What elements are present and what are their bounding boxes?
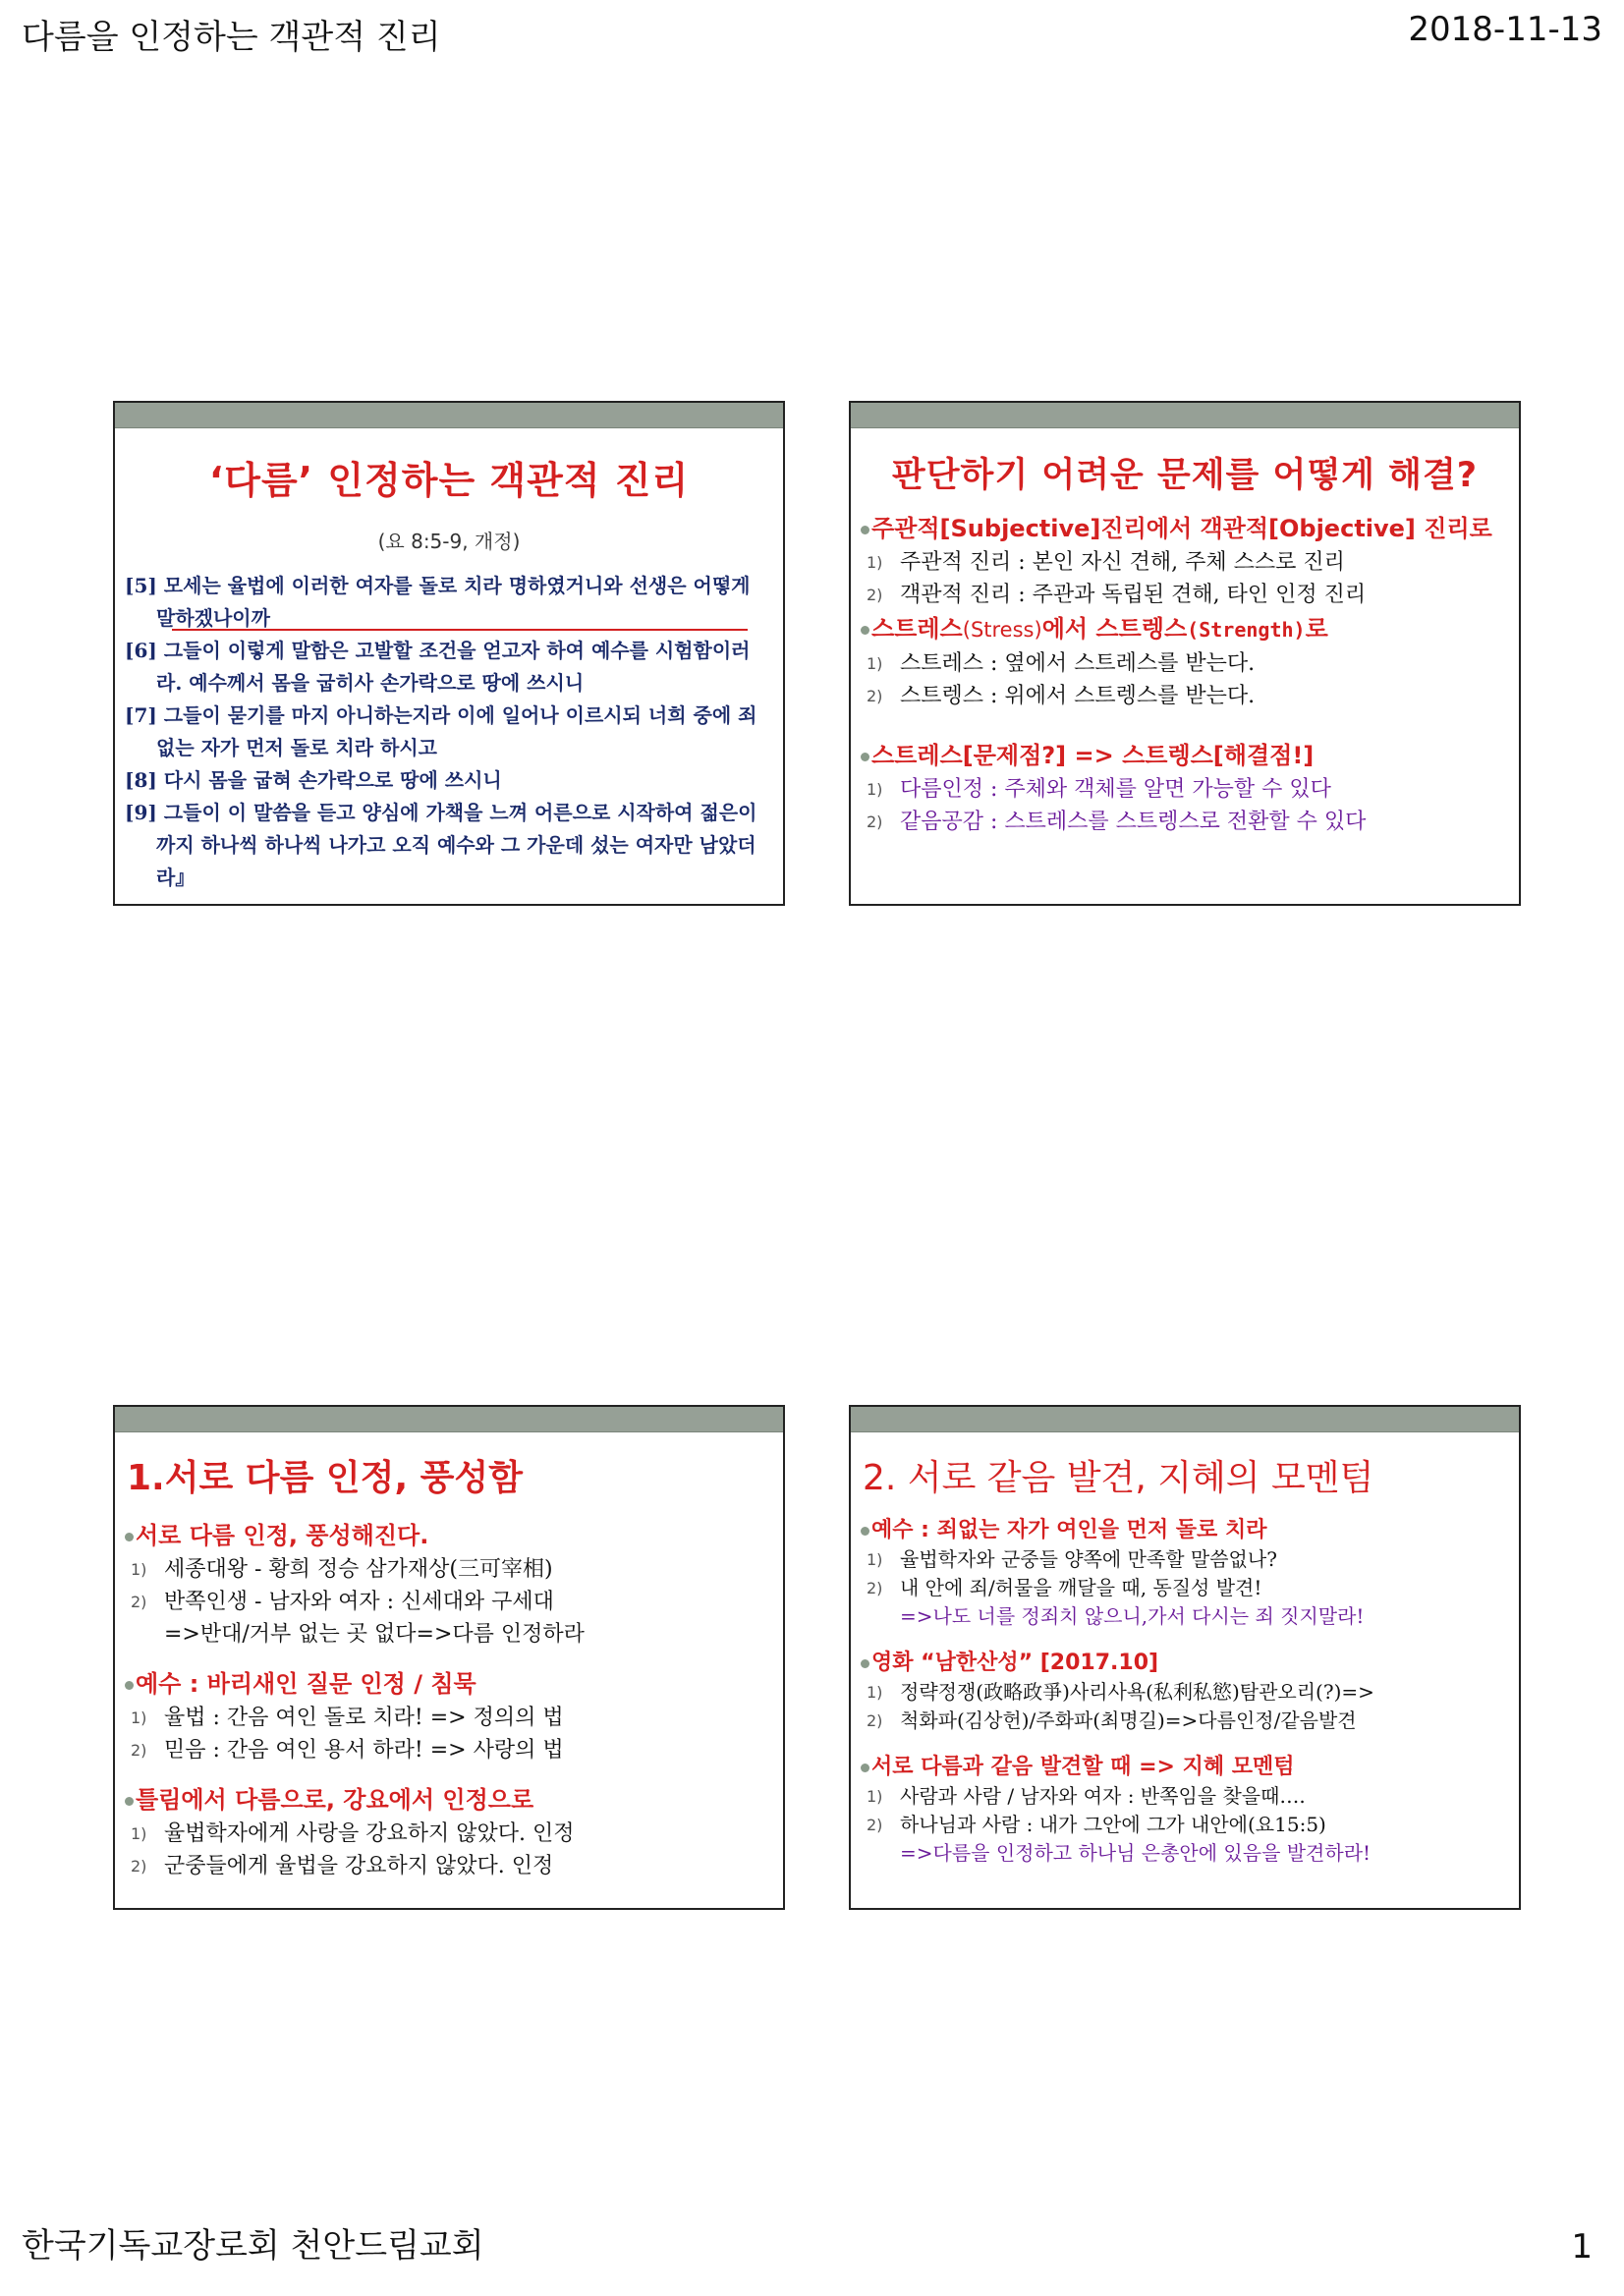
document-title: 다름을 인정하는 객관적 진리 <box>22 18 441 57</box>
list-item: 2) 객관적 진리 : 주관과 독립된 견해, 타인 인정 진리 <box>867 583 1367 607</box>
list-item: 2) 군중들에게 율법을 강요하지 않았다. 인정 <box>131 1854 554 1878</box>
slide-2 <box>849 401 1521 906</box>
verse-9: [9] 그들이 이 말씀을 듣고 양심에 가책을 느껴 어른으로 시작하여 젊은이까지 하나씩 하나씩 나가고 오직 예수와 그 가운데 섰는 여자만 남았더라』 <box>125 801 757 889</box>
list-item: 2) 척화파(김상헌)/주화파(최명길)=>다름인정/같음발견 <box>867 1708 1357 1732</box>
slide-4 <box>849 1405 1521 1910</box>
list-item: 1) 율법학자와 군중들 양쪽에 만족할 말씀없나? <box>867 1547 1277 1571</box>
bullet-dot-icon <box>861 626 869 635</box>
slide-title: 1.서로 다름 인정, 풍성함 <box>127 1458 523 1498</box>
bullet-1: 서로 다름 인정, 풍성해진다. <box>125 1518 773 1553</box>
bullet-2: 영화 “남한산성” [2017.10] <box>861 1649 1509 1678</box>
bullet-1: 예수 : 죄없는 자가 여인을 먼저 돌로 치라 <box>861 1516 1509 1545</box>
verse-6: [6] 그들이 이렇게 말함은 고발할 조건을 얻고자 하여 예수를 시험함이러라. 예수께서 몸을 굽히사 손가락으로 땅에 쓰시니 <box>125 639 751 695</box>
slide-top-bar <box>115 1407 783 1432</box>
slide-subtitle: (요 8:5-9, 개정) <box>377 530 521 553</box>
list-item: 1) 세종대왕 - 황희 정승 삼가재상(三可宰相) <box>131 1557 553 1582</box>
list-item: 1) 주관적 진리 : 본인 자신 견해, 주체 스스로 진리 <box>867 550 1345 575</box>
list-subitem: =>반대/거부 없는 곳 없다=>다름 인정하라 <box>164 1622 585 1647</box>
bullet-1: 주관적[Subjective]진리에서 객관적[Objective] 진리로 <box>861 511 1509 546</box>
list-item: 2) 하나님과 사람 : 내가 그안에 그가 내안에(요15:5) <box>867 1813 1326 1836</box>
slide-top-bar <box>851 1407 1519 1432</box>
page-footer <box>22 2217 1602 2267</box>
list-item: 2) 같음공감 : 스트레스를 스트렝스로 전환할 수 있다 <box>867 810 1367 834</box>
bullet-2: 예수 : 바리새인 질문 인정 / 침묵 <box>125 1666 773 1702</box>
bullet-2: 스트레스(Stress)에서 스트렝스(Strength)로 <box>861 611 1509 647</box>
bullet-dot-icon <box>861 1527 869 1536</box>
list-item: 2) 스트렝스 : 위에서 스트렝스를 받는다. <box>867 684 1256 708</box>
slide-title: 2. 서로 같음 발견, 지혜의 모멘텀 <box>863 1458 1374 1498</box>
list-item: 1) 사람과 사람 / 남자와 여자 : 반쪽임을 찾을때…. <box>867 1784 1306 1808</box>
bullet-dot-icon <box>861 1659 869 1668</box>
slide-title: ‘다름’ 인정하는 객관적 진리 <box>208 459 690 502</box>
list-item: 1) 다름인정 : 주체와 객체를 알면 가능할 수 있다 <box>867 777 1331 802</box>
list-item: 1) 스트레스 : 옆에서 스트레스를 받는다. <box>867 651 1256 676</box>
bullet-dot-icon <box>861 753 869 761</box>
verse-7: [7] 그들이 묻기를 마지 아니하는지라 이에 일어나 이르시되 너희 중에 죄 없는 자가 먼저 돌로 치라 하시고 <box>125 703 757 759</box>
list-item: 1) 율법학자에게 사랑을 강요하지 않았다. 인정 <box>131 1821 575 1846</box>
verse-5: [5] 모세는 율법에 이러한 여자를 돌로 치라 명하였거니와 선생은 어떻게 말하겠나이까 <box>125 574 751 630</box>
list-subitem: =>다름을 인정하고 하나님 은총안에 있음을 발견하라! <box>900 1841 1372 1865</box>
bullet-3: 스트레스[문제점?] => 스트렝스[해결점!] <box>861 738 1509 773</box>
bullet-dot-icon <box>861 526 869 534</box>
slide-1 <box>113 401 785 906</box>
bullet-3: 틀림에서 다름으로, 강요에서 인정으로 <box>125 1782 773 1818</box>
verse-8: [8] 다시 몸을 굽혀 손가락으로 땅에 쓰시니 <box>125 768 502 792</box>
church-name: 한국기독교장로회 천안드림교회 <box>22 2226 484 2266</box>
list-item: 1) 율법 : 간음 여인 돌로 치라! => 정의의 법 <box>131 1706 564 1730</box>
document-date: 2018-11-13 <box>1408 10 1602 49</box>
bullet-3: 서로 다름과 같음 발견할 때 => 지혜 모멘텀 <box>861 1753 1509 1782</box>
list-subitem: =>나도 너를 정죄치 않으니,가서 다시는 죄 짓지말라! <box>900 1604 1365 1628</box>
list-item: 2) 믿음 : 간음 여인 용서 하라! => 사랑의 법 <box>131 1738 564 1763</box>
bullet-dot-icon <box>125 1797 134 1806</box>
list-item: 1) 정략정쟁(政略政爭)사리사욕(私利私慾)탐관오리(?)=> <box>867 1680 1374 1704</box>
slide-title: 판단하기 어려운 문제를 어떻게 해결? <box>891 456 1479 495</box>
list-item: 2) 반쪽인생 - 남자와 여자 : 신세대와 구세대 <box>131 1590 554 1614</box>
bullet-dot-icon <box>861 1764 869 1772</box>
slide-3 <box>113 1405 785 1910</box>
page-header <box>22 10 1602 59</box>
page-number: 1 <box>1571 2227 1593 2267</box>
list-item: 2) 내 안에 죄/허물을 깨달을 때, 동질성 발견! <box>867 1576 1262 1599</box>
slide-top-bar <box>115 403 783 428</box>
slide-top-bar <box>851 403 1519 428</box>
bullet-dot-icon <box>125 1681 134 1690</box>
bullet-dot-icon <box>125 1533 134 1541</box>
